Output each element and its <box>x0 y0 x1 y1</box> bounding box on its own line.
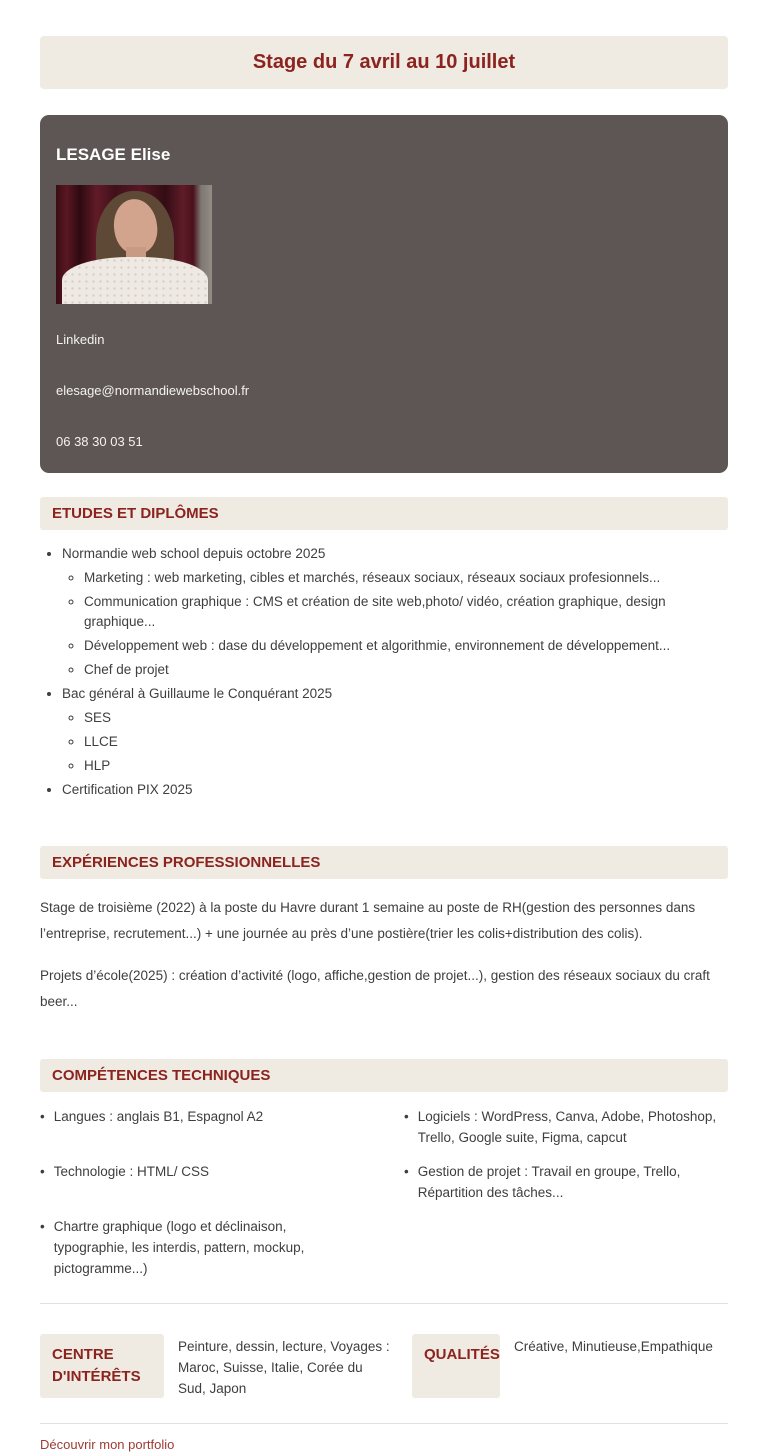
list-item: ◦ SES <box>84 708 728 728</box>
qualities-label-box: QUALITÉS <box>412 1334 500 1398</box>
traits-row <box>40 1334 728 1399</box>
experience-title: EXPÉRIENCES PROFESSIONNELLES <box>52 854 321 871</box>
qualities-text: Créative, Minutieuse,Empathique <box>514 1339 713 1354</box>
divider <box>40 1423 728 1424</box>
list-item: ◦ HLP <box>84 756 728 776</box>
list-item: ◦ Marketing : web marketing, cibles et marchés, réseaux sociaux, réseaux sociaux profesionnels... <box>84 568 728 588</box>
skill-item: • Chartre graphique (logo et déclinaison, typographie, les interdis, pattern, mockup, pictogramme...) <box>40 1216 358 1279</box>
interests-block <box>40 1334 412 1399</box>
section-header-experience <box>40 846 728 879</box>
qualities-block <box>412 1334 728 1399</box>
skills-title: COMPÉTENCES TECHNIQUES <box>52 1067 271 1084</box>
skill-item-empty <box>404 1216 722 1279</box>
profile-card <box>40 115 728 473</box>
interests-label-box: CENTRE D'INTÉRÊTS <box>40 1334 164 1398</box>
list-item: ◦ LLCE <box>84 732 728 752</box>
linkedin-link[interactable]: Linkedin <box>56 332 105 347</box>
skills-grid <box>40 1106 728 1279</box>
section-header-education <box>40 497 728 530</box>
list-item <box>62 544 728 680</box>
email-text: elesage@normandiewebschool.fr <box>56 383 250 398</box>
experience-paragraph: Stage de troisième (2022) à la poste du Havre durant 1 semaine au poste de RH(gestion des personnes dans l’entreprise, recrutement...) + une journée au près d’une postière(trier les colis+distribution des colis). <box>40 900 696 941</box>
list-item: ◦ Communication graphique : CMS et création de site web,photo/ vidéo, création graphique, design graphique... <box>84 592 728 632</box>
education-sublist <box>62 568 728 680</box>
photo-lace-blouse-shape <box>62 257 208 304</box>
list-item <box>62 684 728 776</box>
list-item: ◦ Chef de projet <box>84 660 728 680</box>
list-item: ◦ Développement web : dase du développement et algorithmie, environnement de développement... <box>84 636 728 656</box>
portfolio-link[interactable]: Découvrir mon portfolio <box>40 1437 175 1452</box>
education-item-label: Bac général à Guillaume le Conquérant 2025 <box>62 686 333 701</box>
education-item-label: Certification PIX 2025 <box>62 782 193 797</box>
phone-text: 06 38 30 03 51 <box>56 434 143 449</box>
skill-item: • Langues : anglais B1, Espagnol A2 <box>40 1106 358 1148</box>
profile-name: LESAGE Elise <box>56 145 171 164</box>
section-header-skills <box>40 1059 728 1092</box>
banner-title: Stage du 7 avril au 10 juillet <box>252 51 516 73</box>
skill-item: • Gestion de projet : Travail en groupe, Trello, Répartition des tâches... <box>404 1161 722 1203</box>
profile-photo <box>56 185 212 304</box>
skill-item: • Technologie : HTML/ CSS <box>40 1161 358 1203</box>
list-item <box>62 780 728 800</box>
page-container <box>0 36 768 1454</box>
education-item-label: Normandie web school depuis octobre 2025 <box>62 546 326 561</box>
internship-banner <box>40 36 728 89</box>
education-list <box>40 544 728 800</box>
divider <box>40 1303 728 1304</box>
skill-item: • Logiciels : WordPress, Canva, Adobe, Photoshop, Trello, Google suite, Figma, capcut <box>404 1106 722 1148</box>
interests-text: Peinture, dessin, lecture, Voyages : Maroc, Suisse, Italie, Corée du Sud, Japon <box>178 1339 390 1396</box>
experience-paragraph: Projets d’école(2025) : création d’activité (logo, affiche,gestion de projet...), gestion des réseaux sociaux du craft beer... <box>40 968 710 1009</box>
education-sublist <box>62 708 728 776</box>
education-title: ETUDES ET DIPLÔMES <box>52 505 219 522</box>
